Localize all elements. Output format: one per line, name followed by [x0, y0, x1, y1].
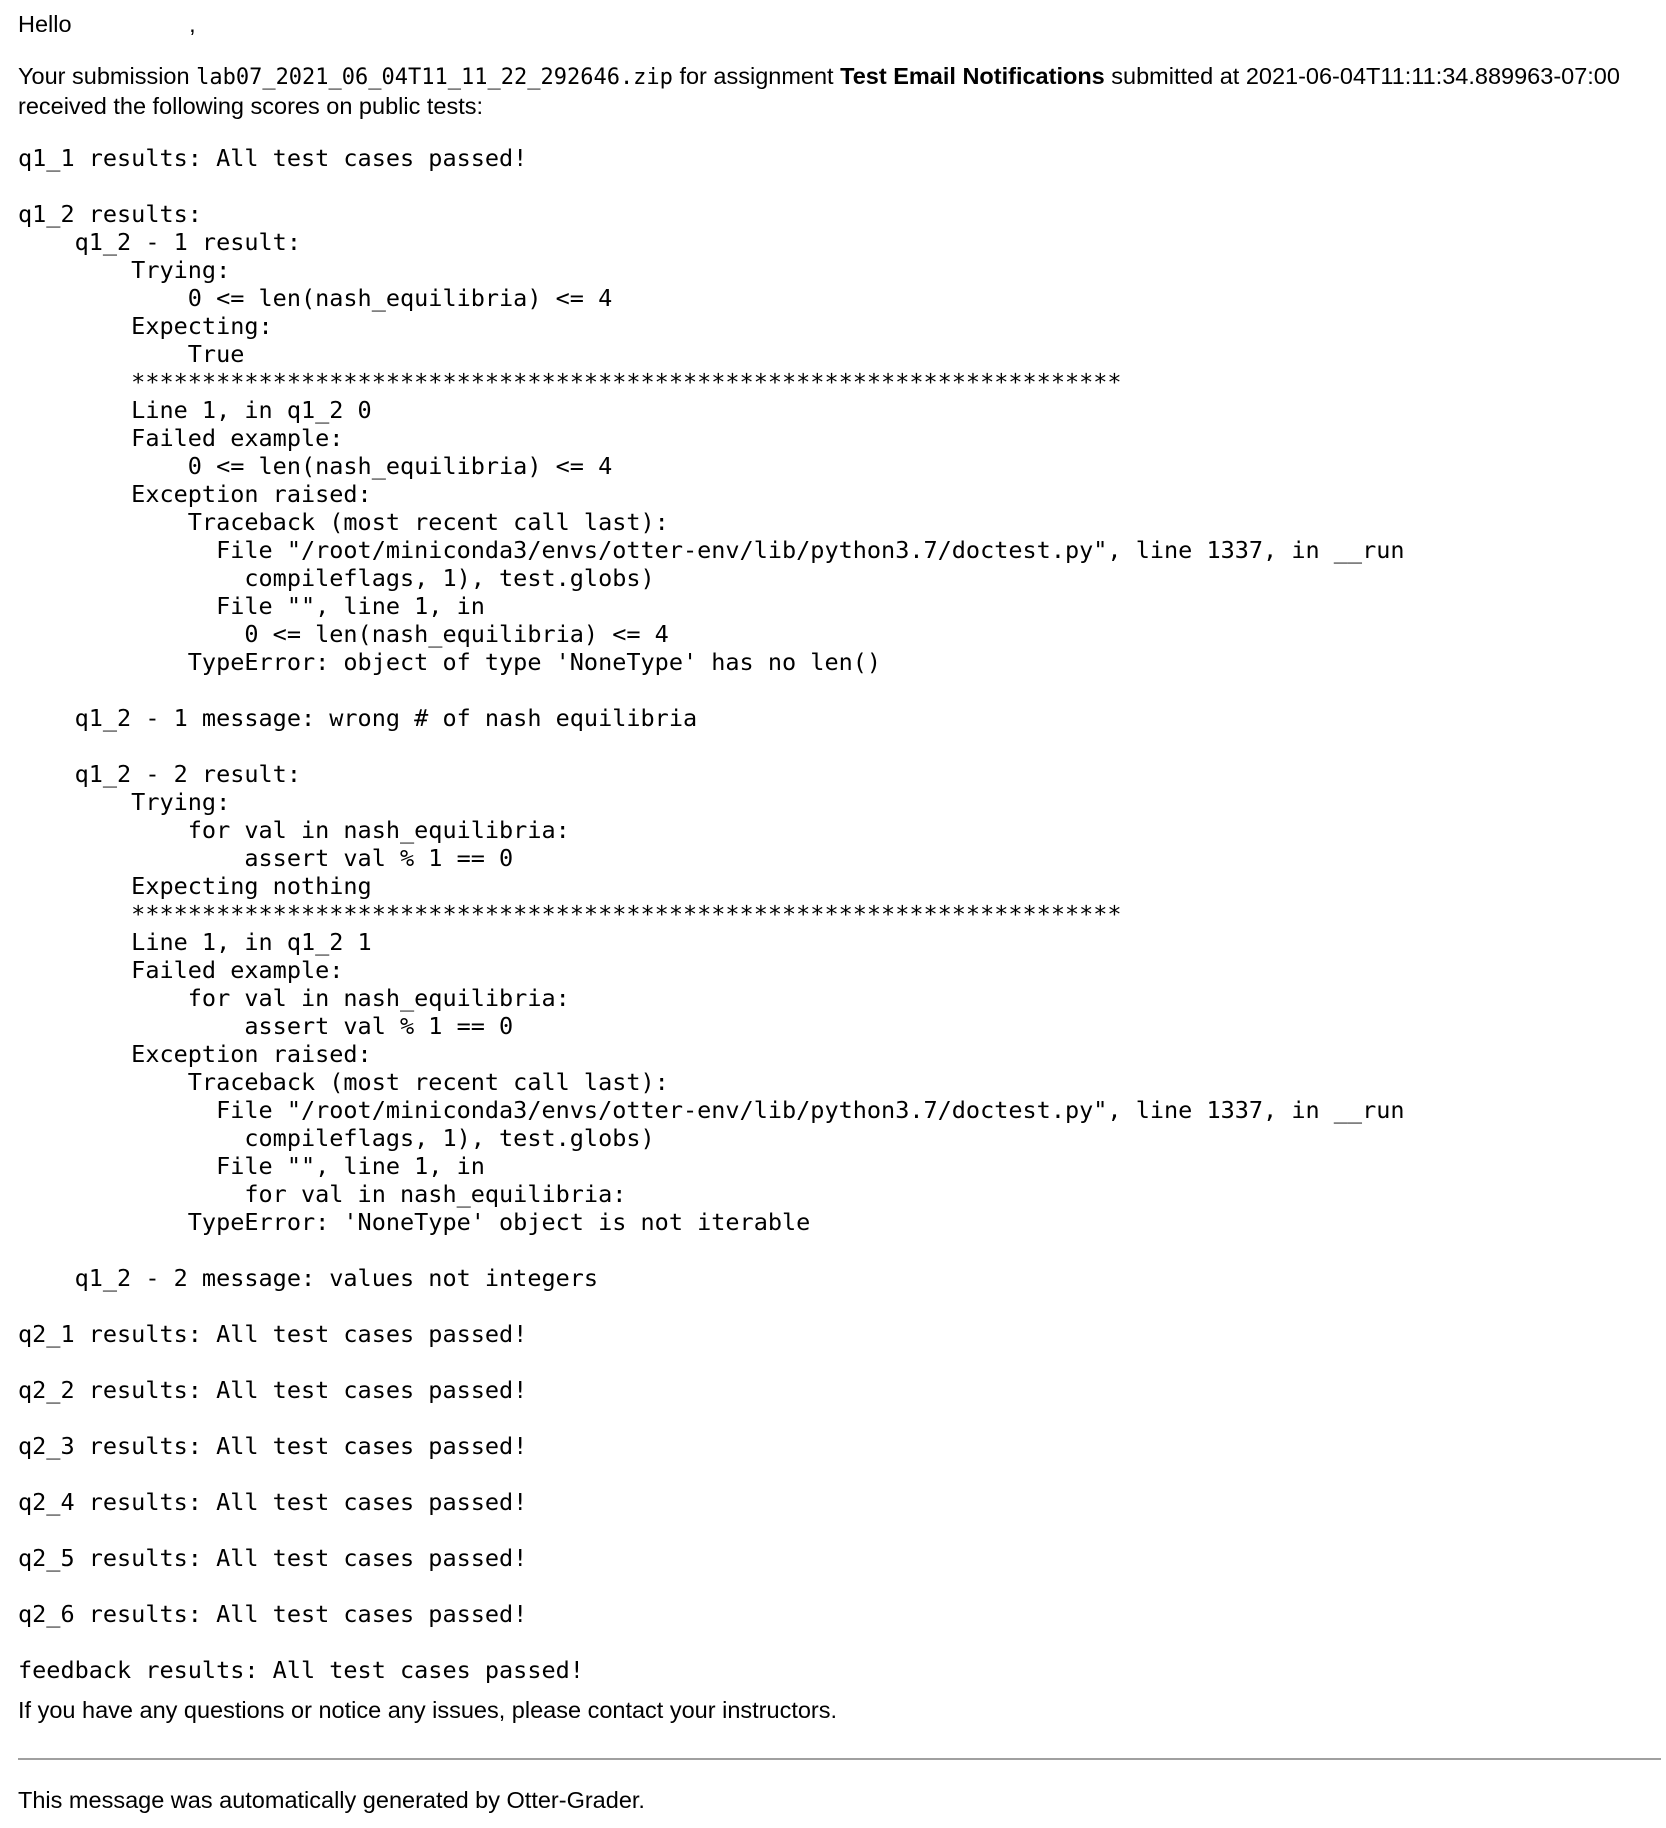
footer-divider — [18, 1758, 1661, 1760]
footer-note: This message was automatically generated by Otter-Grader. — [18, 1787, 645, 1813]
greeting-line: Hello , — [18, 11, 196, 37]
assignment-name: Test Email Notifications — [840, 63, 1105, 89]
submission-filename: lab07_2021_06_04T11_11_22_292646.zip — [196, 65, 673, 90]
submission-intro — [18, 62, 1638, 120]
intro-suffix: submitted at 2021-06-04T11:11:34.889963-07:00 received the following scores on public tests: — [18, 63, 1620, 119]
intro-middle: for assignment — [672, 63, 841, 89]
email-body — [18, 10, 1658, 1724]
closing-line: If you have any questions or notice any issues, please contact your instructors. — [18, 1697, 838, 1723]
intro-prefix: Your submission — [18, 63, 197, 89]
test-results-output: q1_1 results: All test cases passed! q1_2 results: q1_2 - 1 result: Trying: 0 <= len(nash_equilibria) <= 4 Expecting: True ********************************************************************** Line 1, in q1_2 0 Failed example: 0 <= len(nash_equilibria) <= 4 Exception raised: Traceback (most recent call last): File "/root/miniconda3/envs/otter-env/lib/python3.7/doctest.py", line 1337, in __run compileflags, 1), test.globs) File "", line 1, in 0 <= len(nash_equilibria) <= 4 TypeError: object of type 'NoneType' has no len() q1_2 - 1 message: wrong # of nash equilibria q1_2 - 2 result: Trying: for val in nash_equilibria: assert val % 1 == 0 Expecting nothing ********************************************************************** Line 1, in q1_2 1 Failed example: for val in nash_equilibria: assert val % 1 == 0 Exception raised: Traceback (most recent call last): File "/root/miniconda3/envs/otter-env/lib/python3.7/doctest.py", line 1337, in __run compileflags, 1), test.globs) File "", line 1, in for val in nash_equilibria: TypeError: 'NoneType' object is not iterable q1_2 - 2 message: values not integers q2_1 results: All test cases passed! q2_2 results: All test cases passed! q2_3 results: All test cases passed! q2_4 results: All test cases passed! q2_5 results: All test cases passed! q2_6 results: All test cases passed! feedback results: All test cases passed! — [18, 144, 1405, 1684]
